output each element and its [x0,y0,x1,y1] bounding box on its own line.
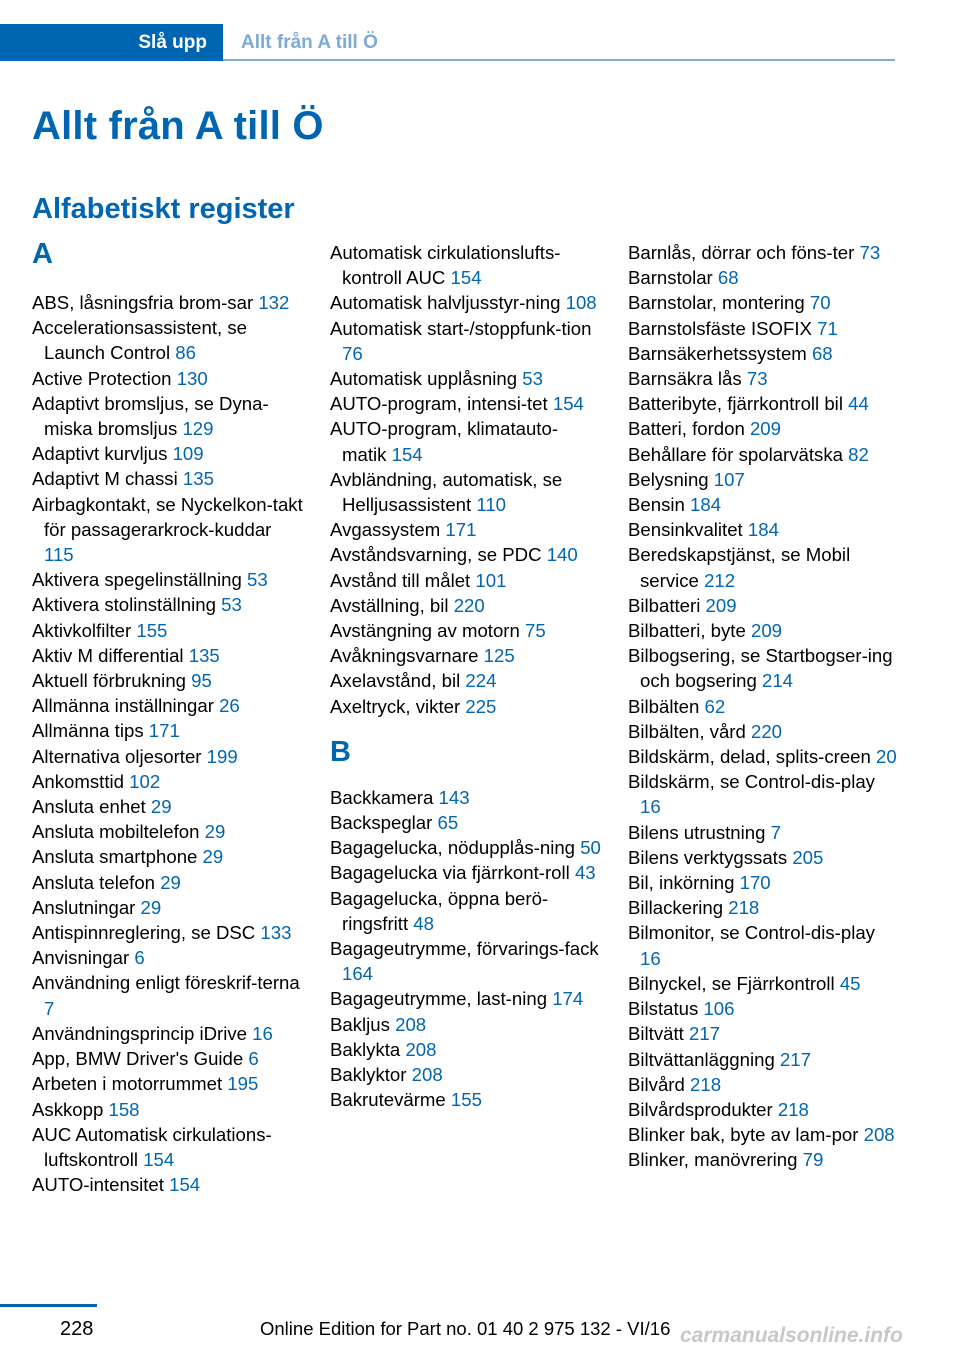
index-entry-term: Bagagelucka via fjärrkont-roll [330,862,570,884]
edition-info: Online Edition for Part no. 01 40 2 975 132 - VI/16 [260,1318,671,1339]
index-entry [330,860,602,885]
index-entry-page-link[interactable]: 29 [204,821,226,843]
index-entry-term: Active Protection [32,367,172,389]
index-entry [32,693,304,718]
index-entry-page-link[interactable]: 62 [704,695,726,717]
index-entry [32,1122,304,1172]
index-entry [628,618,900,643]
index-entry [628,416,900,441]
index-entry-page-link[interactable]: 208 [395,1013,427,1035]
index-entry [330,886,602,936]
index-entry-page-link[interactable]: 48 [413,912,434,934]
index-entry [32,870,304,895]
index-entry [330,1062,602,1087]
index-entry [628,265,900,290]
index-entry [32,592,304,617]
index-entry-term: Bagagelucka, nödupplås-ning [330,837,576,859]
index-entry-term: Användningsprincip iDrive [32,1022,247,1044]
index-entry [628,1021,900,1046]
index-entry [330,542,602,567]
index-entry-term: Backspeglar [330,812,433,834]
index-entry-page-link[interactable]: 209 [751,620,783,642]
index-entry [628,442,900,467]
index-entry-term: Bagageutrymme, förvarings-fack [330,938,599,960]
index-entry-page-link[interactable]: 44 [848,393,869,415]
index-entry-page-link[interactable]: 208 [863,1124,895,1146]
index-entry [330,240,602,290]
index-entry-page-link[interactable]: 217 [779,1048,811,1070]
index-entry-term: Avståndsvarning, se PDC [330,544,542,566]
index-entry-page-link[interactable]: 86 [175,342,196,364]
index-entry-term: AUC Automatisk cirkulations-luftskontroll [32,1123,272,1170]
header-divider [223,59,895,61]
index-entry-term: Barnlås, dörrar och föns-ter [628,242,855,263]
index-entry-page-link[interactable]: 29 [160,871,181,893]
index-entry-page-link[interactable]: 125 [483,645,515,667]
index-entry-term: Askkopp [32,1098,104,1120]
index-entry-term: Bilbälten, vård [628,720,746,742]
index-column-3 [628,240,900,1173]
index-entry [330,1087,602,1112]
index-entry-page-link[interactable]: 171 [445,519,477,541]
index-entry-page-link[interactable]: 109 [172,443,204,465]
index-entry-term: Beredskapstjänst, se Mobil service [628,544,851,591]
index-entry-page-link[interactable]: 129 [182,418,214,440]
index-entry [628,643,900,693]
index-entry-page-link[interactable]: 16 [640,796,661,818]
index-entry [330,643,602,668]
index-entry-page-link[interactable]: 73 [746,368,768,390]
index-entry-term: Ankomsttid [32,770,124,792]
index-entry-page-link[interactable]: 106 [703,998,735,1020]
index-entry [330,316,602,366]
index-entry-term: Bilens utrustning [628,821,766,843]
index-entry [330,517,602,542]
index-entry-page-link[interactable]: 108 [565,292,597,314]
index-entry-term: Bilmonitor, se Control-dis-play [628,922,875,944]
index-entry-page-link[interactable]: 208 [405,1038,437,1060]
index-entry [32,492,304,568]
index-entry-term: Barnstolar, montering [628,292,805,314]
index-entry-page-link[interactable]: 6 [248,1048,259,1070]
index-entry-term: Barnstolsfäste ISOFIX [628,317,812,339]
index-entry-term: Biltvättanläggning [628,1048,775,1070]
index-entry-page-link[interactable]: 53 [221,594,242,616]
page-header [0,24,895,62]
index-entry-term: Bildskärm, delad, splits-creen [628,746,871,768]
index-entry [330,986,602,1011]
index-entry-term: Bilvårdsprodukter [628,1098,773,1120]
index-entry [32,315,304,365]
index-entry-term: Barnstolar [628,267,713,289]
index-entry-term: Bildskärm, se Control-dis-play [628,771,875,793]
index-entry-page-link[interactable]: 154 [391,443,423,465]
index-entry-page-link[interactable]: 102 [129,770,161,792]
index-letter-heading: A [32,238,53,270]
index-entry-page-link[interactable]: 220 [453,594,485,616]
index-entry-term: Biltvätt [628,1023,684,1045]
index-entry-page-link[interactable]: 29 [150,796,172,818]
index-entry [32,895,304,920]
index-entry-term: Aktivera stolinställning [32,594,216,616]
index-entry [628,391,900,416]
index-entry [628,542,900,592]
index-entry-term: Alternativa oljesorter [32,745,202,767]
index-entry [32,819,304,844]
index-entry-page-link[interactable]: 158 [108,1098,140,1120]
index-entry-term: Bilbogsering, se Startbogser-ing och bogsering [628,645,893,692]
index-entry [330,416,602,466]
index-entry-page-link[interactable]: 218 [728,897,760,919]
index-entry-page-link[interactable]: 133 [260,922,292,944]
index-entry [330,810,602,835]
index-entry-page-link[interactable]: 199 [206,745,238,767]
index-entry-term: Bilnyckel, se Fjärrkontroll [628,972,835,994]
index-entry-term: Automatisk start-/stoppfunk-tion [330,317,592,339]
index-entry-page-link[interactable]: 170 [739,872,771,894]
index-column-1 [32,240,304,1197]
index-entry-page-link[interactable]: 155 [450,1089,482,1111]
index-entry [628,366,900,391]
page-number: 228 [60,1318,94,1340]
index-entry-page-link[interactable]: 218 [777,1098,809,1120]
index-entry-page-link[interactable]: 16 [640,947,661,969]
index-entry-term: App, BMW Driver's Guide [32,1048,244,1070]
index-entry-term: Bagageutrymme, last-ning [330,988,548,1010]
index-entry-term: Barnsäkerhetssystem [628,342,807,364]
index-entry-term: Automatisk halvljusstyr-ning [330,292,561,314]
index-entry-term: Bensinkvalitet [628,519,743,541]
index-entry-page-link[interactable]: 65 [437,812,459,834]
index-entry-term: Bakrutevärme [330,1089,446,1111]
index-entry-page-link[interactable]: 218 [690,1073,722,1095]
index-entry [32,643,304,668]
index-entry [628,341,900,366]
index-entry [628,290,900,315]
index-entry-term: Axeltryck, vikter [330,695,461,717]
index-entry-term: Billackering [628,897,724,919]
index-entry-term: Adaptivt kurvljus [32,443,168,465]
index-entry-term: Blinker bak, byte av lam-por [628,1124,859,1146]
index-entry-page-link[interactable]: 75 [525,620,546,642]
index-entry-page-link[interactable]: 45 [839,972,861,994]
index-entry-term: ABS, låsningsfria brom-sar [32,292,254,313]
index-entry [32,391,304,441]
index-entry [628,719,900,744]
index-entry [628,316,900,341]
index-entry-term: Baklyktor [330,1064,407,1086]
index-entry [330,694,602,719]
index-entry [330,467,602,517]
index-entry-page-link[interactable]: 174 [552,988,584,1010]
footer-accent-line [0,1304,97,1307]
index-entry-page-link[interactable]: 68 [811,342,833,364]
index-entry-term: Bilstatus [628,998,699,1020]
index-entry-term: Anslutningar [32,896,136,918]
tab-a-to-z[interactable]: Allt från A till Ö [241,31,378,53]
index-entry-term: Baklykta [330,1038,401,1060]
index-entry-term: Ansluta telefon [32,871,156,893]
index-entry-page-link[interactable]: 53 [522,368,543,390]
index-entry [32,366,304,391]
index-entry-term: Anvisningar [32,947,130,969]
index-entry [628,971,900,996]
index-entry [628,920,900,970]
index-entry-term: Accelerationsassistent, se Launch Control [32,317,247,364]
index-entry-page-link[interactable]: 143 [438,786,470,808]
index-entry-term: Bilvård [628,1073,685,1095]
index-entry [330,1037,602,1062]
index-entry [628,996,900,1021]
index-entry-page-link[interactable]: 53 [247,569,268,591]
index-entry-page-link[interactable]: 135 [182,468,214,490]
index-entry-page-link[interactable]: 171 [148,720,180,742]
index-entry-term: Bilbälten [628,695,700,717]
index-entry-term: Airbagkontakt, se Nyckelkon-takt för passagerarkrock-kuddar [32,493,303,540]
index-entry-page-link[interactable]: 184 [747,519,779,541]
index-entry [628,517,900,542]
tab-lookup[interactable]: Slå upp [0,24,223,61]
index-entry [330,618,602,643]
index-entry [628,694,900,719]
index-entry-page-link[interactable]: 154 [169,1174,201,1196]
index-entry [330,668,602,693]
index-entry [32,668,304,693]
index-entry-term: Allmänna tips [32,720,144,742]
index-entry-term: Ansluta smartphone [32,846,198,868]
index-entry [32,970,304,1020]
index-entry [32,1046,304,1071]
index-entry-page-link[interactable]: 209 [749,418,781,440]
index-entry-page-link[interactable]: 73 [859,242,881,263]
index-entry-page-link[interactable]: 208 [411,1064,443,1086]
index-entry-term: Ansluta mobiltelefon [32,821,200,843]
index-entry [330,593,602,618]
index-entry-page-link[interactable]: 6 [134,947,145,969]
index-entry [330,835,602,860]
index-entry-term: AUTO-intensitet [32,1174,164,1196]
index-entry [32,769,304,794]
index-entry-term: Arbeten i motorrummet [32,1073,223,1095]
index-entry [628,769,900,819]
index-entry-term: AUTO-program, intensi-tet [330,393,548,415]
index-entry-page-link[interactable]: 29 [202,846,224,868]
index-entry [330,366,602,391]
index-entry [32,1021,304,1046]
index-entry-term: Backkamera [330,786,434,808]
index-entry-term: Avbländning, automatisk, se Helljusassistent [330,468,563,516]
index-entry [32,744,304,769]
index-entry-term: Aktivera spegelinställning [32,569,242,591]
index-entry-page-link[interactable]: 76 [342,342,363,364]
index-entry [32,794,304,819]
section-subtitle: Alfabetiskt register [32,193,295,225]
index-entry-term: Avåkningsvarnare [330,645,479,667]
index-entry-page-link[interactable]: 214 [761,670,794,692]
index-entry [330,936,602,986]
index-entry [32,1097,304,1122]
index-entry-page-link[interactable]: 71 [817,317,838,339]
index-entry-term: Användning enligt föreskrif-terna [32,972,300,994]
index-entry-term: Bensin [628,494,685,516]
index-entry-page-link[interactable]: 205 [792,846,824,868]
index-entry [330,290,602,315]
watermark-text: carmanualsonline.info [680,1324,903,1347]
index-entry [628,845,900,870]
index-entry-term: Bilbatteri, byte [628,620,746,642]
index-entry [32,618,304,643]
index-entry-page-link[interactable]: 224 [465,670,497,692]
index-entry-term: Batteribyte, fjärrkontroll bil [628,393,843,415]
index-entry-page-link[interactable]: 50 [580,837,601,859]
index-entry-term: Bilbatteri [628,594,701,616]
index-entry [32,1071,304,1096]
index-entry-term: Bagagelucka, öppna berö-ringsfritt [330,887,549,934]
index-entry [628,820,900,845]
index-entry-page-link[interactable]: 195 [227,1073,259,1095]
index-entry-page-link[interactable]: 7 [770,821,781,843]
index-entry [628,593,900,618]
index-entry-page-link[interactable]: 135 [188,644,220,666]
index-entry-term: Automatisk cirkulationslufts-kontroll AUC [330,242,561,289]
index-entry-page-link[interactable]: 130 [176,367,208,389]
index-entry-page-link[interactable]: 209 [705,594,737,616]
index-letter-heading: B [330,735,351,768]
index-entry [330,568,602,593]
index-entry [628,467,900,492]
index-entry [32,945,304,970]
index-entry [628,744,900,769]
index-entry [628,240,900,265]
index-entry [330,391,602,416]
index-entry [32,920,304,945]
index-entry-term: Batteri, fordon [628,418,745,440]
index-entry-page-link[interactable]: 115 [44,544,74,566]
index-entry-page-link[interactable]: 225 [465,695,497,717]
index-entry-page-link[interactable]: 82 [848,443,869,465]
index-entry-page-link[interactable]: 101 [475,569,507,591]
index-entry-term: Behållare för spolarvätska [628,443,843,465]
index-entry-term: Belysning [628,468,709,490]
index-entry [628,870,900,895]
page-title: Allt från A till Ö [32,104,324,148]
index-entry-page-link[interactable]: 154 [450,267,482,289]
index-entry [628,492,900,517]
index-entry-term: Aktuell förbrukning [32,670,186,692]
index-entry [32,441,304,466]
index-column-2 [330,240,602,1113]
index-entry-term: Allmänna inställningar [32,695,214,717]
index-entry-page-link[interactable]: 29 [140,896,162,918]
index-entry-page-link[interactable]: 217 [688,1023,721,1045]
index-entry [628,1072,900,1097]
index-entry [32,466,304,491]
index-entry-page-link[interactable]: 107 [713,468,745,490]
index-entry-term: Antispinnreglering, se DSC [32,922,256,944]
index-entry [628,1047,900,1072]
index-entry [32,567,304,592]
index-entry-term: Axelavstånd, bil [330,670,461,692]
index-entry-page-link[interactable]: 20 [876,746,897,768]
index-entry-page-link[interactable]: 212 [704,569,736,591]
index-entry-page-link[interactable]: 79 [802,1149,824,1171]
index-entry [32,844,304,869]
index-entry-term: Automatisk upplåsning [330,368,518,390]
index-entry-term: Aktiv M differential [32,644,184,666]
index-entry-term: Avställning, bil [330,594,449,616]
index-entry-page-link[interactable]: 43 [574,862,596,884]
index-entry [330,785,602,810]
index-entry [628,895,900,920]
index-entry-page-link[interactable]: 184 [690,494,722,516]
index-entry-term: Avgassystem [330,519,441,541]
index-entry-term: AUTO-program, klimatauto-matik [330,418,559,465]
index-entry [628,1122,900,1147]
index-entry-page-link[interactable]: 132 [258,292,290,313]
index-entry-page-link[interactable]: 140 [546,544,578,566]
index-entry-term: Avstängning av motorn [330,620,520,642]
index-entry-term: Bakljus [330,1013,390,1035]
index-entry-page-link[interactable]: 26 [219,695,240,717]
index-entry [628,1147,900,1172]
index-entry [32,718,304,743]
index-entry-term: Aktivkolfilter [32,619,132,641]
index-entry-term: Bil, inkörning [628,872,735,894]
index-entry [32,1172,304,1197]
index-entry [32,290,304,315]
index-entry-page-link[interactable]: 95 [191,670,212,692]
index-entry-page-link[interactable]: 155 [136,619,168,641]
index-entry-term: Adaptivt M chassi [32,468,178,490]
index-entry-page-link[interactable]: 154 [552,393,584,415]
index-entry-term: Blinker, manövrering [628,1149,798,1171]
index-entry-page-link[interactable]: 164 [342,963,374,985]
index-entry-page-link[interactable]: 70 [809,292,831,314]
index-entry-term: Barnsäkra lås [628,368,742,390]
index-entry-page-link[interactable]: 16 [252,1022,273,1044]
index-entry-term: Bilens verktygssats [628,846,788,868]
index-entry-term: Adaptivt bromsljus, se Dyna-miska bromsljus [32,392,269,440]
index-entry [628,1097,900,1122]
index-entry-page-link[interactable]: 68 [717,267,739,289]
index-entry-page-link[interactable]: 154 [143,1148,175,1170]
index-entry-page-link[interactable]: 220 [751,720,783,742]
index-entry-page-link[interactable]: 7 [44,997,55,1019]
index-entry-term: Avstånd till målet [330,569,471,591]
index-entry [330,1012,602,1037]
index-entry-page-link[interactable]: 110 [476,494,507,516]
index-entry-term: Ansluta enhet [32,796,146,818]
